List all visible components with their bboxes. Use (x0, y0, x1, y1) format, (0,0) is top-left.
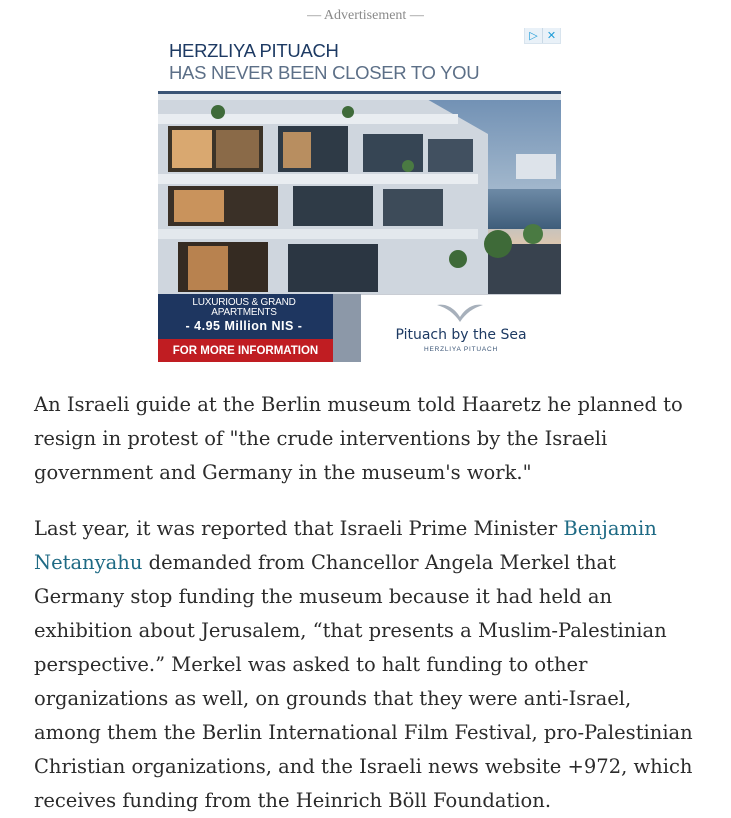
ad-more-info-button[interactable]: FOR MORE INFORMATION (158, 339, 333, 362)
paragraph-text: demanded from Chancellor Angela Merkel that Germany stop funding the museum because it had held an exhibition about Jerusalem, “that presents a Muslim-Palestinian perspective.” Merkel was asked to halt funding to other organizations as well, on grounds that they were anti-Israel, among them the Berlin International Film Festival, pro-Palestinian Christian organizations, and the Israeli news website +972, which receives funding from the Heinrich Böll Foundation. (34, 551, 693, 812)
ad-brand-name: Pituach by the Sea (395, 327, 527, 343)
adchoices-play-icon[interactable]: ▷ (529, 29, 538, 42)
article-paragraph: An Israeli guide at the Berlin museum told Haaretz he planned to resign in protest of "the crude interventions by the Israeli government and Germany in the museum's work." (34, 393, 683, 484)
adchoices-icon[interactable] (524, 28, 561, 44)
ad-tagline-line-1: LUXURIOUS & GRAND (192, 297, 296, 308)
paragraph-text: Last year, it was reported that Israeli Prime Minister (34, 517, 564, 540)
ad-price: - 4.95 Million NIS - (185, 319, 303, 333)
ad-brand-subtitle: HERZLIYA PITUACH (423, 346, 499, 353)
ad-headline-primary: HERZLIYA PITUACH (169, 40, 339, 61)
ad-tagline-line-2: APARTMENTS (211, 307, 277, 318)
ad-brand-panel[interactable] (361, 294, 561, 362)
ad-building-photo[interactable] (158, 91, 561, 294)
ad-headline-secondary: HAS NEVER BEEN CLOSER TO YOU (169, 62, 480, 83)
building-illustration (158, 94, 561, 294)
ad-price-panel[interactable] (158, 294, 361, 362)
article-body (34, 388, 704, 818)
ad-gray-strip (333, 294, 361, 362)
advertisement-label: — Advertisement — (307, 8, 424, 23)
advertisement-banner[interactable] (158, 28, 561, 362)
bird-logo-icon (435, 301, 485, 323)
netanyahu-link[interactable]: Benjamin Netanyahu (34, 517, 657, 574)
article-paragraph (34, 512, 704, 818)
ad-close-icon[interactable]: ✕ (542, 28, 560, 43)
